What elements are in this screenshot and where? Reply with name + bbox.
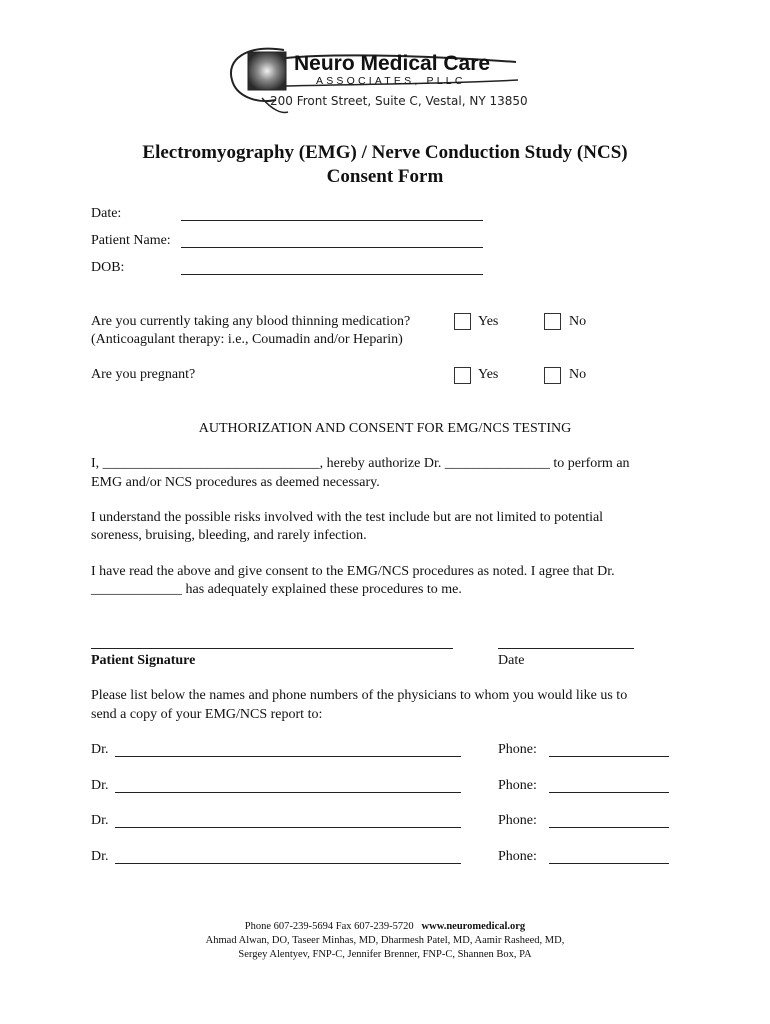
form-subtitle: Consent Form — [326, 166, 444, 187]
authorization-p2-line2: soreness, bruising, bleeding, and rarely infection. — [91, 528, 367, 543]
patient-signature-label: Patient Signature — [91, 653, 196, 668]
pregnant-yes-label: Yes — [478, 367, 499, 382]
blood-thinning-yes-checkbox[interactable] — [454, 313, 471, 330]
footer-website[interactable]: www.neuromedical.org — [421, 921, 526, 932]
logo-subtitle: ASSOCIATES, PLLC — [316, 75, 466, 87]
authorization-p2-line1: I understand the possible risks involved with the test include but are not limited to potential — [91, 510, 604, 525]
authorization-heading: AUTHORIZATION AND CONSENT FOR EMG/NCS TESTING — [198, 421, 572, 436]
date-label: Date: — [91, 206, 122, 221]
practice-address: 200 Front Street, Suite C, Vestal, NY 13850 — [270, 94, 528, 108]
physician-phone-field[interactable] — [549, 792, 669, 793]
authorization-p1-line2: EMG and/or NCS procedures as deemed necessary. — [91, 475, 380, 490]
footer-phone-fax: Phone 607-239-5694 Fax 607-239-5720 — [244, 921, 414, 932]
blood-thinning-note: (Anticoagulant therapy: i.e., Coumadin and/or Heparin) — [91, 332, 403, 347]
date-field[interactable] — [181, 220, 483, 221]
pregnant-question: Are you pregnant? — [91, 367, 196, 382]
physician-name-field[interactable] — [115, 863, 461, 864]
patient-signature-field[interactable] — [91, 648, 453, 649]
physician-name-field[interactable] — [115, 756, 461, 757]
footer-staff-line1: Ahmad Alwan, DO, Taseer Minhas, MD, Dharmesh Patel, MD, Aamir Rasheed, MD, — [205, 935, 565, 946]
pregnant-no-label: No — [569, 367, 587, 382]
physician-phone-label: Phone: — [498, 742, 537, 757]
authorization-p1-line1: I, _______________________________, hereby authorize Dr. _______________ to perform an — [91, 456, 630, 471]
authorization-p3-line2: _____________ has adequately explained these procedures to me. — [91, 582, 462, 597]
form-title: Electromyography (EMG) / Nerve Conduction Study (NCS) — [142, 142, 628, 163]
physician-dr-label: Dr. — [91, 778, 109, 793]
footer-contact — [0, 921, 770, 932]
physicians-intro-line1: Please list below the names and phone numbers of the physicians to whom you would like us to — [91, 688, 628, 703]
authorization-p3-line1: I have read the above and give consent to the EMG/NCS procedures as noted. I agree that Dr. — [91, 564, 615, 579]
patient-name-label: Patient Name: — [91, 233, 171, 248]
dob-label: DOB: — [91, 260, 125, 275]
physician-phone-label: Phone: — [498, 813, 537, 828]
physician-name-field[interactable] — [115, 792, 461, 793]
logo-name: Neuro Medical Care — [294, 52, 491, 75]
dob-field[interactable] — [181, 274, 483, 275]
physician-phone-label: Phone: — [498, 849, 537, 864]
physician-phone-label: Phone: — [498, 778, 537, 793]
physician-dr-label: Dr. — [91, 742, 109, 757]
blood-thinning-question: Are you currently taking any blood thinning medication? — [91, 314, 411, 329]
footer-staff-line2: Sergey Alentyev, FNP-C, Jennifer Brenner, FNP-C, Shannen Box, PA — [238, 949, 532, 960]
pregnant-yes-checkbox[interactable] — [454, 367, 471, 384]
patient-name-field[interactable] — [181, 247, 483, 248]
physician-phone-field[interactable] — [549, 863, 669, 864]
signature-date-field[interactable] — [498, 648, 634, 649]
physician-dr-label: Dr. — [91, 849, 109, 864]
blood-thinning-yes-label: Yes — [478, 314, 499, 329]
physicians-intro-line2: send a copy of your EMG/NCS report to: — [91, 707, 323, 722]
blood-thinning-no-checkbox[interactable] — [544, 313, 561, 330]
pregnant-no-checkbox[interactable] — [544, 367, 561, 384]
signature-date-label: Date — [498, 653, 525, 668]
physician-phone-field[interactable] — [549, 756, 669, 757]
physician-dr-label: Dr. — [91, 813, 109, 828]
blood-thinning-no-label: No — [569, 314, 587, 329]
physician-name-field[interactable] — [115, 827, 461, 828]
physician-phone-field[interactable] — [549, 827, 669, 828]
